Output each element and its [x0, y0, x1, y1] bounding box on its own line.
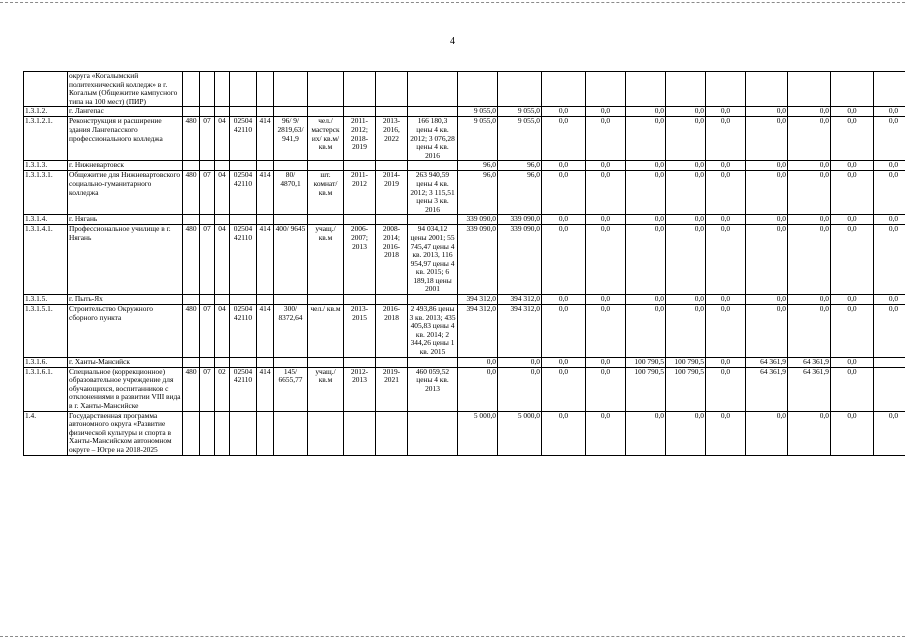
table-row: [24, 295, 905, 305]
cell-c4: 02504 42110: [230, 117, 257, 161]
cell-v1: 339 090,0: [458, 215, 498, 225]
cell-v8: 0,0: [746, 171, 788, 215]
cell-v7: 0,0: [706, 215, 746, 225]
cell-c2: 07: [200, 305, 215, 358]
cell-cost: [408, 295, 458, 305]
table-row: [24, 117, 905, 161]
cell-name: г. Ханты-Мансийск: [68, 357, 183, 367]
cell-c3: [215, 411, 230, 455]
cell-v1: 339 090,0: [458, 225, 498, 295]
cell-v11: [874, 357, 905, 367]
cell-v4: 0,0: [586, 161, 626, 171]
cell-v2: 339 090,0: [498, 215, 542, 225]
cell-years-design: [344, 72, 376, 107]
cell-v11: 0,0: [874, 215, 905, 225]
cell-c5: [257, 215, 274, 225]
cell-v4: 0,0: [586, 225, 626, 295]
cell-v10: 0,0: [831, 411, 874, 455]
cell-years-design: [344, 357, 376, 367]
cell-c5: 414: [257, 171, 274, 215]
cell-c4: [230, 295, 257, 305]
cell-v6: 0,0: [666, 215, 706, 225]
cell-c4: [230, 357, 257, 367]
cell-v9: 0,0: [788, 215, 831, 225]
cell-cost: 460 059,52 цены 4 кв. 2013: [408, 367, 458, 411]
cell-v9: 0,0: [788, 171, 831, 215]
cell-c4: [230, 411, 257, 455]
cell-years-build: [376, 72, 408, 107]
cell-v9: [788, 72, 831, 107]
cell-c1: 480: [183, 305, 200, 358]
table-row: [24, 171, 905, 215]
cell-cost: [408, 215, 458, 225]
cell-c4: 02504 42110: [230, 225, 257, 295]
cell-c4: 02504 42110: [230, 367, 257, 411]
table-row: [24, 367, 905, 411]
cell-v3: 0,0: [542, 117, 586, 161]
cell-years-build: 2016- 2018: [376, 305, 408, 358]
cell-code: 1.3.1.5.1.: [24, 305, 68, 358]
cell-v3: 0,0: [542, 161, 586, 171]
cell-code: 1.3.1.4.1.: [24, 225, 68, 295]
cell-unit: [308, 215, 344, 225]
cell-years-design: [344, 411, 376, 455]
cell-name: Профессиональное училище в г. Нягань: [68, 225, 183, 295]
cell-c4: 02504 42110: [230, 305, 257, 358]
cell-v6: 0,0: [666, 107, 706, 117]
cell-v2: [498, 72, 542, 107]
cell-v11: [874, 72, 905, 107]
cell-c1: [183, 161, 200, 171]
cell-v2: 394 312,0: [498, 305, 542, 358]
table-row: [24, 357, 905, 367]
cell-c4: [230, 72, 257, 107]
cell-c1: [183, 411, 200, 455]
cell-cost: 94 034,12 цены 2001; 55 745,47 цены 4 кв. 2013, 116 954,97 цены 4 кв. 2015; 6 189,18 цены 2001: [408, 225, 458, 295]
cell-v10: 0,0: [831, 107, 874, 117]
cell-name: Реконструкция и расширение здания Лангепасского профессионального колледжа: [68, 117, 183, 161]
cell-v2: 0,0: [498, 357, 542, 367]
cell-code: 1.3.1.6.: [24, 357, 68, 367]
cell-v1: 9 055,0: [458, 107, 498, 117]
cell-v1: 96,0: [458, 161, 498, 171]
cell-capacity: 400/ 9645: [274, 225, 308, 295]
cell-c2: 07: [200, 225, 215, 295]
cell-years-design: 2013- 2015: [344, 305, 376, 358]
cell-c2: [200, 295, 215, 305]
cell-c4: [230, 161, 257, 171]
cell-unit: шт. комнат/ кв.м: [308, 171, 344, 215]
cell-v4: 0,0: [586, 295, 626, 305]
cell-v3: [542, 72, 586, 107]
cell-v7: [706, 72, 746, 107]
cell-c5: [257, 72, 274, 107]
cell-v6: 0,0: [666, 305, 706, 358]
cell-v1: 0,0: [458, 357, 498, 367]
cell-v3: 0,0: [542, 107, 586, 117]
cell-code: 1.3.1.2.1.: [24, 117, 68, 161]
cell-v4: 0,0: [586, 411, 626, 455]
cell-years-design: [344, 215, 376, 225]
cell-v7: 0,0: [706, 117, 746, 161]
cell-c5: [257, 411, 274, 455]
cell-name: г. Пыть-Ях: [68, 295, 183, 305]
cell-capacity: [274, 215, 308, 225]
cell-code: 1.3.1.3.: [24, 161, 68, 171]
cell-v7: 0,0: [706, 107, 746, 117]
cell-name: округа «Когалымский политехнический колледж» в г. Когалым (Общежитие кампусного типа на 100 мест) (ПИР): [68, 72, 183, 107]
cell-c1: 480: [183, 117, 200, 161]
cell-v5: 100 790,5: [626, 357, 666, 367]
cell-v9: 0,0: [788, 161, 831, 171]
cell-capacity: 145/ 6655,77: [274, 367, 308, 411]
scan-edge-bottom: [0, 636, 905, 637]
cell-v1: 9 055,0: [458, 117, 498, 161]
cell-name: г. Нягань: [68, 215, 183, 225]
cell-c5: [257, 357, 274, 367]
cell-code: 1.3.1.2.: [24, 107, 68, 117]
cell-years-design: [344, 295, 376, 305]
cell-v2: 9 055,0: [498, 117, 542, 161]
cell-v7: 0,0: [706, 161, 746, 171]
cell-capacity: [274, 72, 308, 107]
cell-v4: 0,0: [586, 107, 626, 117]
cell-c5: 414: [257, 367, 274, 411]
cell-code: 1.4.: [24, 411, 68, 455]
cell-v4: 0,0: [586, 215, 626, 225]
cell-c4: [230, 215, 257, 225]
cell-v4: 0,0: [586, 117, 626, 161]
cell-c2: [200, 411, 215, 455]
cell-v3: 0,0: [542, 411, 586, 455]
cell-v9: 0,0: [788, 117, 831, 161]
cell-cost: [408, 357, 458, 367]
cell-c5: [257, 161, 274, 171]
cell-c5: [257, 107, 274, 117]
cell-c3: [215, 215, 230, 225]
cell-v1: 96,0: [458, 171, 498, 215]
cell-years-build: [376, 357, 408, 367]
cell-v10: 0,0: [831, 305, 874, 358]
cell-v2: 96,0: [498, 171, 542, 215]
cell-v3: 0,0: [542, 225, 586, 295]
cell-c1: [183, 295, 200, 305]
cell-v7: 0,0: [706, 411, 746, 455]
cell-c3: [215, 357, 230, 367]
cell-v11: 0,0: [874, 305, 905, 358]
cell-v8: 0,0: [746, 295, 788, 305]
cell-v2: 339 090,0: [498, 225, 542, 295]
cell-v4: [586, 72, 626, 107]
cell-v9: 0,0: [788, 411, 831, 455]
cell-name: Специальное (коррекционное) образовательное учреждение для обучающихся, воспитанников с отклонениями в развитии VIII вида в г. Ханты-Мансийске: [69, 367, 181, 410]
cell-c5: [257, 295, 274, 305]
cell-v2: 394 312,0: [498, 295, 542, 305]
cell-v5: 0,0: [626, 161, 666, 171]
cell-v8: 0,0: [746, 161, 788, 171]
cell-v6: 0,0: [666, 295, 706, 305]
cell-v8: 0,0: [746, 225, 788, 295]
cell-v2: 0,0: [498, 367, 542, 411]
cell-v11: 0,0: [874, 117, 905, 161]
cell-v9: 0,0: [788, 107, 831, 117]
cell-v3: 0,0: [542, 357, 586, 367]
cell-v10: 0,0: [831, 161, 874, 171]
cell-c1: [183, 357, 200, 367]
cell-cost: [408, 107, 458, 117]
cell-v10: 0,0: [831, 117, 874, 161]
cell-c1: 480: [183, 225, 200, 295]
cell-years-build: 2019- 2021: [376, 367, 408, 411]
cell-code: 1.3.1.5.: [24, 295, 68, 305]
cell-v7: 0,0: [706, 367, 746, 411]
cell-v8: 64 361,9: [746, 367, 788, 411]
cell-v5: [626, 72, 666, 107]
cell-unit: [308, 72, 344, 107]
cell-c2: [200, 357, 215, 367]
cell-name: Строительство Окружного сборного пункта: [68, 305, 183, 358]
cell-unit: [308, 357, 344, 367]
cell-years-design: 2011- 2012; 2018- 2019: [344, 117, 376, 161]
cell-unit: учащ./ кв.м: [308, 225, 344, 295]
cell-years-build: 2013- 2016, 2022: [376, 117, 408, 161]
cell-c5: 414: [257, 225, 274, 295]
cell-v2: 5 000,0: [498, 411, 542, 455]
cell-v9: 64 361,9: [788, 367, 831, 411]
cell-years-build: 2014- 2019: [376, 171, 408, 215]
cell-v6: [666, 72, 706, 107]
table-row: [24, 305, 905, 358]
cell-v8: 0,0: [746, 215, 788, 225]
cell-c3: [215, 161, 230, 171]
table-row: [24, 72, 905, 107]
cell-name: г. Лангепас: [68, 107, 183, 117]
cell-c1: 480: [183, 171, 200, 215]
cell-years-build: 2008- 2014; 2016- 2018: [376, 225, 408, 295]
cell-unit: [308, 295, 344, 305]
cell-v7: 0,0: [706, 357, 746, 367]
cell-v10: 0,0: [831, 367, 874, 411]
cell-c2: 07: [200, 171, 215, 215]
cell-name: г. Нижневартовск: [68, 161, 183, 171]
cell-unit: [308, 161, 344, 171]
cell-unit: чел./ мастерск их/ кв.м/ кв.м: [308, 117, 344, 161]
cell-name: Общежитие для Нижневартовского социально-гуманитарного колледжа: [68, 171, 183, 215]
cell-years-design: [344, 161, 376, 171]
cell-c3: 02: [215, 367, 230, 411]
cell-v4: 0,0: [586, 367, 626, 411]
cell-years-build: [376, 161, 408, 171]
cell-v11: 0,0: [874, 225, 905, 295]
cell-v6: 0,0: [666, 225, 706, 295]
cell-cost: [408, 161, 458, 171]
cell-v11: 0,0: [874, 411, 905, 455]
cell-c5: 414: [257, 305, 274, 358]
cell-v11: 0,0: [874, 107, 905, 117]
cell-years-build: [376, 215, 408, 225]
cell-v7: 0,0: [706, 171, 746, 215]
cell-capacity: 80/ 4870,1: [274, 171, 308, 215]
cell-code: 1.3.1.4.: [24, 215, 68, 225]
cell-v10: 0,0: [831, 215, 874, 225]
cell-capacity: [274, 411, 308, 455]
cell-years-build: [376, 411, 408, 455]
table-row: [24, 225, 905, 295]
cell-v5: 0,0: [626, 411, 666, 455]
cell-unit: [308, 411, 344, 455]
cell-unit: [308, 107, 344, 117]
cell-v2: 9 055,0: [498, 107, 542, 117]
cell-c3: 04: [215, 305, 230, 358]
cell-cost: 2 493,86 цены 3 кв. 2013; 435 405,83 цены 4 кв. 2014; 2 344,26 цены 1 кв. 2015: [409, 304, 456, 357]
cell-c4: 02504 42110: [230, 171, 257, 215]
cell-v6: 0,0: [666, 161, 706, 171]
cell-cost: 263 940,59 цены 4 кв. 2012; 3 115,51 цены 3 кв. 2016: [408, 171, 458, 215]
cell-v7: 0,0: [706, 295, 746, 305]
cell-c3: [215, 295, 230, 305]
cell-c2: [200, 161, 215, 171]
cell-v3: 0,0: [542, 171, 586, 215]
table-row: [24, 107, 905, 117]
cell-v8: [746, 72, 788, 107]
cell-v9: 0,0: [788, 225, 831, 295]
cell-c1: [183, 215, 200, 225]
cell-v5: 0,0: [626, 305, 666, 358]
cell-v1: 0,0: [458, 367, 498, 411]
cell-v1: 5 000,0: [458, 411, 498, 455]
cell-v1: [458, 72, 498, 107]
cell-capacity: [274, 357, 308, 367]
cell-v6: 0,0: [666, 171, 706, 215]
cell-c3: 04: [215, 171, 230, 215]
cell-years-design: 2012- 2013: [344, 367, 376, 411]
cell-v1: 394 312,0: [458, 305, 498, 358]
cell-capacity: [274, 161, 308, 171]
table-row: [24, 411, 905, 455]
cell-v4: 0,0: [586, 171, 626, 215]
cell-v3: 0,0: [542, 305, 586, 358]
cell-v8: 0,0: [746, 305, 788, 358]
cell-v5: 100 790,5: [626, 367, 666, 411]
cell-years-design: 2006- 2007; 2013: [344, 225, 376, 295]
cell-cost: [408, 411, 458, 455]
budget-table: [23, 71, 905, 456]
cell-code: [24, 72, 68, 107]
cell-c3: [215, 72, 230, 107]
cell-v10: 0,0: [831, 295, 874, 305]
cell-v11: 0,0: [874, 171, 905, 215]
cell-cost: [408, 72, 458, 107]
cell-v4: 0,0: [586, 305, 626, 358]
cell-v6: 100 790,5: [666, 357, 706, 367]
cell-v7: 0,0: [706, 225, 746, 295]
cell-capacity: [274, 295, 308, 305]
cell-c1: [183, 107, 200, 117]
cell-v6: 100 790,5: [666, 367, 706, 411]
cell-v5: 0,0: [626, 117, 666, 161]
cell-v1: 394 312,0: [458, 295, 498, 305]
cell-v9: 0,0: [788, 295, 831, 305]
cell-c2: [200, 215, 215, 225]
cell-capacity: [274, 107, 308, 117]
cell-v10: 0,0: [831, 225, 874, 295]
cell-c1: [183, 72, 200, 107]
cell-v6: 0,0: [666, 117, 706, 161]
cell-v10: 0,0: [831, 171, 874, 215]
cell-c3: 04: [215, 117, 230, 161]
cell-v8: 0,0: [746, 117, 788, 161]
cell-v11: [874, 367, 905, 411]
cell-capacity: 300/ 8372,64: [274, 305, 308, 358]
cell-v5: 0,0: [626, 107, 666, 117]
cell-v5: 0,0: [626, 225, 666, 295]
cell-c4: [230, 107, 257, 117]
cell-c2: [200, 107, 215, 117]
cell-v10: 0,0: [831, 357, 874, 367]
cell-code: 1.3.1.3.1.: [24, 171, 68, 215]
cell-c5: 414: [257, 117, 274, 161]
cell-years-build: [376, 295, 408, 305]
cell-v9: 64 361,9: [788, 357, 831, 367]
cell-c3: 04: [215, 225, 230, 295]
cell-v11: 0,0: [874, 295, 905, 305]
cell-v5: 0,0: [626, 215, 666, 225]
cell-v3: 0,0: [542, 295, 586, 305]
table-row: [24, 215, 905, 225]
cell-v10: [831, 72, 874, 107]
cell-capacity: 96/ 9/ 2819,63/ 941,9: [274, 117, 308, 161]
cell-v3: 0,0: [542, 215, 586, 225]
cell-v8: 0,0: [746, 411, 788, 455]
cell-v8: 64 361,9: [746, 357, 788, 367]
page-number: 4: [450, 36, 455, 47]
cell-v3: 0,0: [542, 367, 586, 411]
cell-v7: 0,0: [706, 305, 746, 358]
cell-v5: 0,0: [626, 295, 666, 305]
cell-code: 1.3.1.6.1.: [24, 367, 68, 411]
cell-years-design: 2011- 2012: [344, 171, 376, 215]
cell-v4: 0,0: [586, 357, 626, 367]
cell-c3: [215, 107, 230, 117]
cell-v9: 0,0: [788, 305, 831, 358]
cell-unit: чел./ кв.м: [308, 305, 344, 358]
cell-v8: 0,0: [746, 107, 788, 117]
cell-c2: [200, 72, 215, 107]
cell-unit: учащ./ кв.м: [308, 367, 344, 411]
cell-c1: 480: [183, 367, 200, 411]
table-row: [24, 161, 905, 171]
cell-v6: 0,0: [666, 411, 706, 455]
cell-years-build: [376, 107, 408, 117]
cell-c2: 07: [200, 367, 215, 411]
cell-v11: 0,0: [874, 161, 905, 171]
scan-edge-top: [0, 2, 905, 3]
cell-cost: 166 180,3 цены 4 кв. 2012; 3 076,28 цены 4 кв. 2016: [408, 117, 458, 161]
cell-years-design: [344, 107, 376, 117]
cell-v2: 96,0: [498, 161, 542, 171]
cell-c2: 07: [200, 117, 215, 161]
cell-name: Государственная программа автономного округа «Развитие физической культуры и спорта в Ханты-Мансийском автономном округе – Югре на 2018-2025: [68, 411, 183, 455]
cell-v5: 0,0: [626, 171, 666, 215]
